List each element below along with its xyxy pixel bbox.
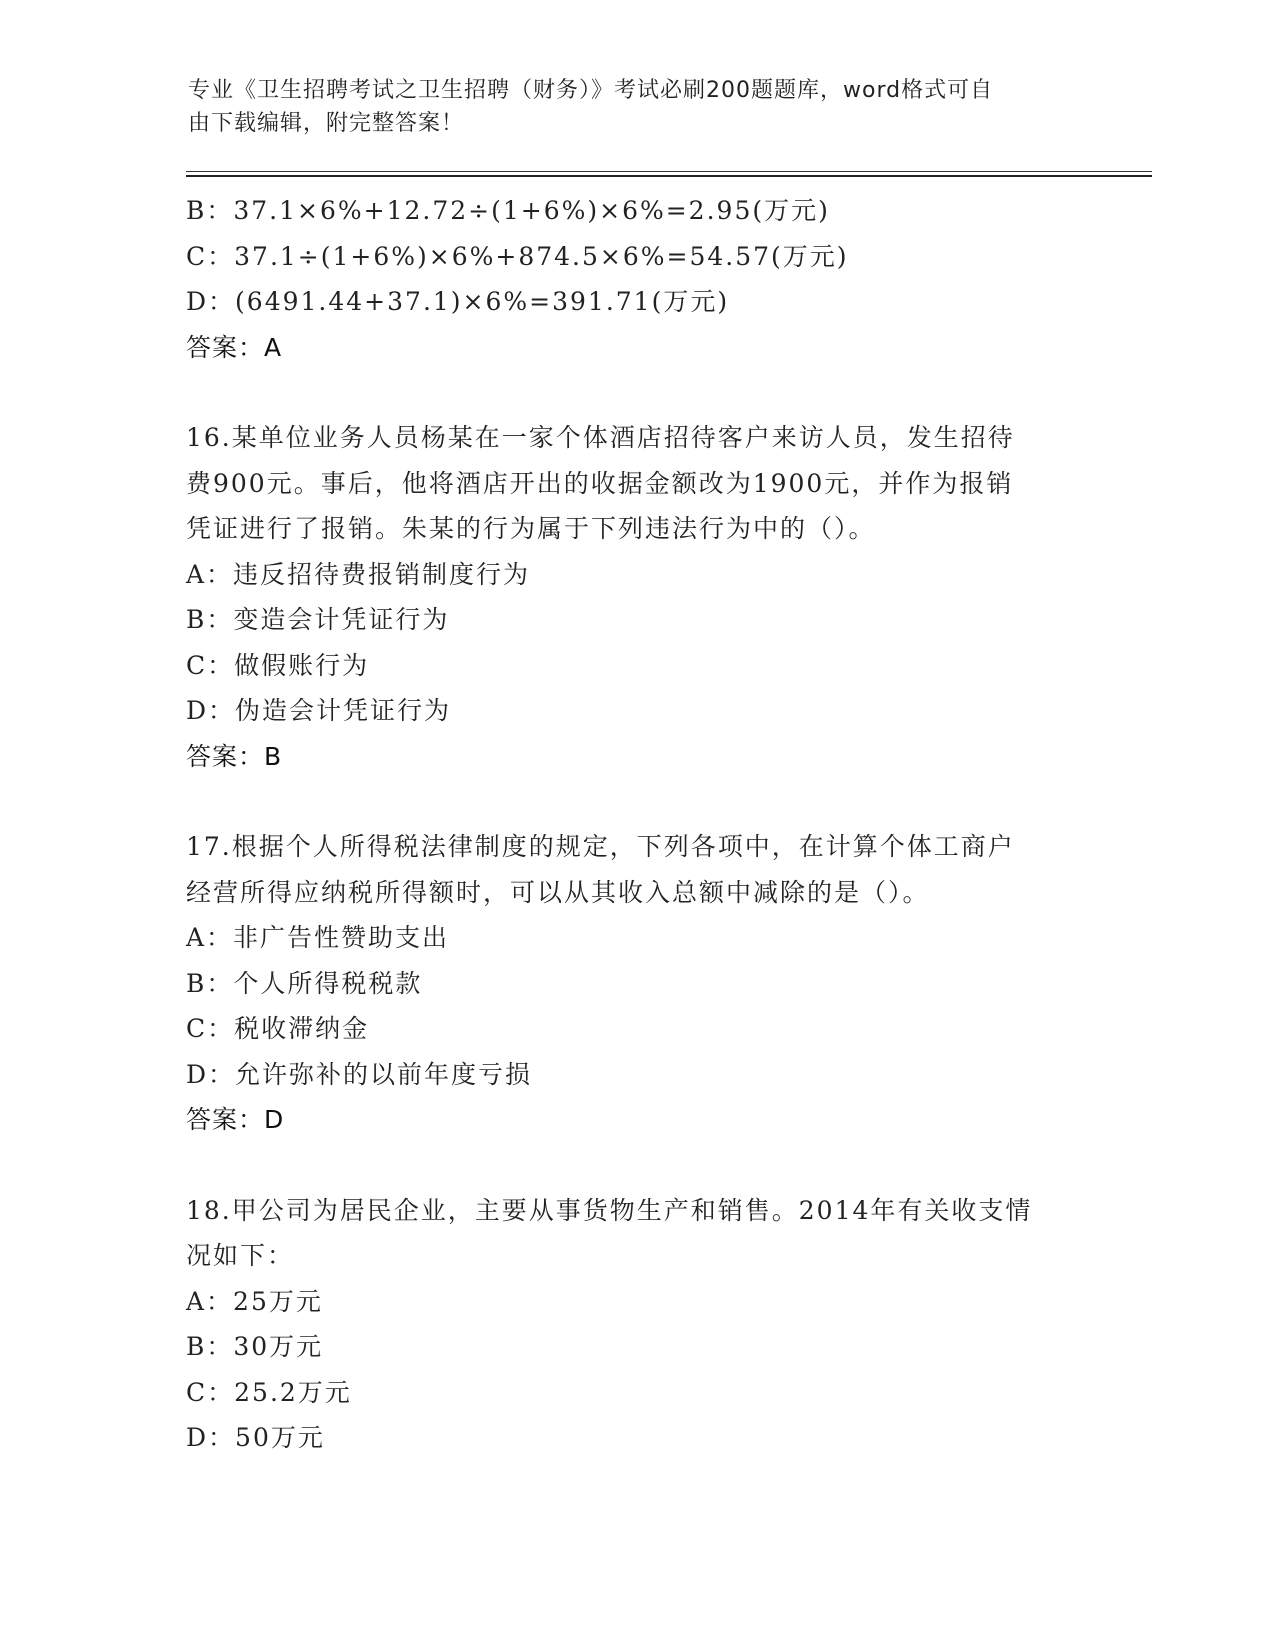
option-a: A：违反招待费报销制度行为 bbox=[186, 559, 531, 589]
option-d: D：允许弥补的以前年度亏损 bbox=[186, 1059, 533, 1089]
header-line-2: 由下载编辑，附完整答案！ bbox=[188, 111, 465, 136]
question-16 bbox=[186, 415, 1086, 779]
question-15-continuation bbox=[186, 188, 1086, 370]
document-header bbox=[188, 74, 1068, 140]
question-text-line: 18.甲公司为居民企业，主要从事货物生产和销售。2014年有关收支情 bbox=[186, 1195, 1033, 1225]
option-c: C：做假账行为 bbox=[186, 650, 370, 680]
option-b: B：30万元 bbox=[186, 1332, 324, 1361]
answer-label: 答案：B bbox=[186, 741, 283, 771]
option-b: B：37.1×6%+12.72÷(1+6%)×6%=2.95(万元) bbox=[186, 196, 830, 225]
question-text-line: 凭证进行了报销。朱某的行为属于下列违法行为中的（）。 bbox=[186, 514, 876, 543]
answer-label: 答案：A bbox=[186, 332, 283, 362]
question-text-line: 费900元。事后，他将酒店开出的收据金额改为1900元，并作为报销 bbox=[186, 468, 1014, 498]
option-b: B：变造会计凭证行为 bbox=[186, 605, 450, 634]
spacer bbox=[186, 779, 1086, 824]
spacer bbox=[186, 1143, 1086, 1188]
header-divider-thick bbox=[186, 175, 1152, 177]
option-c: C：25.2万元 bbox=[186, 1377, 352, 1407]
option-d: D：(6491.44+37.1)×6%=391.71(万元) bbox=[186, 287, 730, 316]
option-b: B：个人所得税税款 bbox=[186, 968, 423, 998]
option-d: D：伪造会计凭证行为 bbox=[186, 696, 452, 725]
document-body bbox=[186, 188, 1086, 1461]
question-17 bbox=[186, 824, 1086, 1143]
header-line-1: 专业《卫生招聘考试之卫生招聘（财务）》考试必刷200题题库，word格式可自 bbox=[188, 78, 994, 103]
answer-label: 答案：D bbox=[186, 1105, 285, 1134]
option-a: A：25万元 bbox=[186, 1286, 323, 1316]
option-a: A：非广告性赞助支出 bbox=[186, 923, 450, 952]
question-text-line: 16.某单位业务人员杨某在一家个体酒店招待客户来访人员，发生招待 bbox=[186, 423, 1015, 452]
spacer bbox=[186, 370, 1086, 415]
question-text-line: 经营所得应纳税所得额时，可以从其收入总额中减除的是（）。 bbox=[186, 877, 930, 907]
option-c: C：37.1÷(1+6%)×6%+874.5×6%=54.57(万元) bbox=[186, 241, 849, 271]
question-text-line: 况如下： bbox=[186, 1241, 295, 1270]
header-divider-thin bbox=[186, 171, 1152, 172]
question-text-line: 17.根据个人所得税法律制度的规定，下列各项中，在计算个体工商户 bbox=[186, 832, 1015, 861]
question-18 bbox=[186, 1188, 1086, 1461]
option-d: D：50万元 bbox=[186, 1423, 325, 1452]
option-c: C：税收滞纳金 bbox=[186, 1014, 370, 1043]
